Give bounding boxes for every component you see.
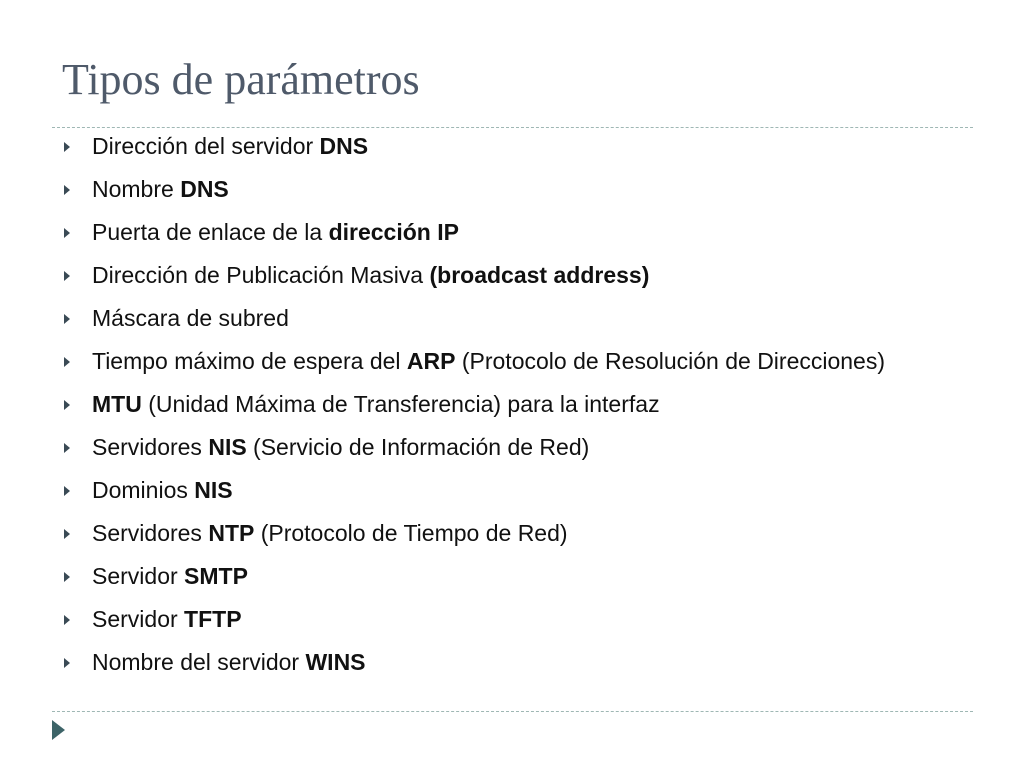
list-item [62, 517, 962, 550]
bullet-text [92, 219, 459, 245]
list-item [62, 259, 962, 292]
bullet-arrow-icon [64, 357, 70, 367]
bullet-arrow-icon [64, 271, 70, 281]
bullet-arrow-icon [64, 228, 70, 238]
bullet-arrow-icon [64, 572, 70, 582]
bullet-text [92, 649, 366, 675]
bullet-text-bold: DNS [180, 176, 229, 202]
bullet-text-bold: WINS [305, 649, 366, 675]
bullet-text-part: Tiempo máximo de espera del [92, 348, 407, 374]
bullet-text-bold: NIS [194, 477, 233, 503]
bullet-text-bold: NIS [208, 434, 247, 460]
bullet-text-part: Dirección de Publicación Masiva [92, 262, 430, 288]
bullet-arrow-icon [64, 443, 70, 453]
bullet-arrow-icon [64, 185, 70, 195]
list-item [62, 130, 962, 163]
bullet-text-part: Servidor [92, 606, 185, 632]
bullet-text-bold: DNS [319, 133, 369, 159]
bullet-arrow-icon [64, 529, 70, 539]
bullet-text-part: Nombre del servidor [92, 649, 306, 675]
bullet-text-part: Puerta de enlace de la [92, 219, 329, 245]
bullet-text-part: Dominios [92, 477, 195, 503]
bullet-text-part: Nombre [92, 176, 181, 202]
bullet-text-bold: dirección IP [328, 219, 459, 245]
bullet-text-bold: MTU [92, 391, 142, 417]
bullet-text [92, 434, 589, 460]
bullet-arrow-icon [64, 658, 70, 668]
bullet-text [92, 391, 660, 417]
bullet-list [62, 130, 962, 689]
bullet-arrow-icon [64, 142, 70, 152]
list-item [62, 603, 962, 636]
bullet-text [92, 606, 242, 632]
bullet-arrow-icon [64, 615, 70, 625]
bullet-text [92, 477, 233, 503]
list-item [62, 345, 962, 378]
bullet-text [92, 305, 289, 331]
bullet-arrow-icon [64, 400, 70, 410]
corner-triangle-icon [52, 720, 65, 740]
bullet-text-part: (Protocolo de Resolución de Direcciones) [455, 348, 886, 374]
list-item [62, 388, 962, 421]
bullet-text-part: Servidores [92, 520, 209, 546]
list-item [62, 474, 962, 507]
bullet-text-part: Dirección del servidor [92, 133, 320, 159]
list-item [62, 173, 962, 206]
slide-title: Tipos de parámetros [62, 55, 420, 104]
title-divider [52, 127, 973, 128]
bullet-text [92, 262, 649, 288]
bullet-text-part: (Unidad Máxima de Transferencia) para la interfaz [141, 391, 660, 417]
bullet-text-part: (Protocolo de Tiempo de Red) [254, 520, 568, 546]
bullet-text-part: Servidores [92, 434, 209, 460]
bullet-text [92, 520, 568, 546]
bullet-text-bold: NTP [208, 520, 255, 546]
bullet-text-part: (Servicio de Información de Red) [246, 434, 590, 460]
bullet-text [92, 563, 248, 589]
bullet-text-part: Servidor [92, 563, 185, 589]
bullet-text-bold: TFTP [184, 606, 242, 632]
bullet-text [92, 348, 885, 374]
list-item [62, 216, 962, 249]
bullet-text-bold: SMTP [184, 563, 248, 589]
bullet-text-bold: (broadcast address) [429, 262, 650, 288]
bullet-arrow-icon [64, 314, 70, 324]
bullet-text [92, 133, 368, 159]
bullet-arrow-icon [64, 486, 70, 496]
bullet-text-bold: ARP [406, 348, 456, 374]
list-item [62, 302, 962, 335]
bullet-text [92, 176, 229, 202]
bullet-text-part: Máscara de subred [92, 305, 289, 331]
list-item [62, 431, 962, 464]
footer-divider [52, 711, 973, 712]
list-item [62, 646, 962, 679]
list-item [62, 560, 962, 593]
